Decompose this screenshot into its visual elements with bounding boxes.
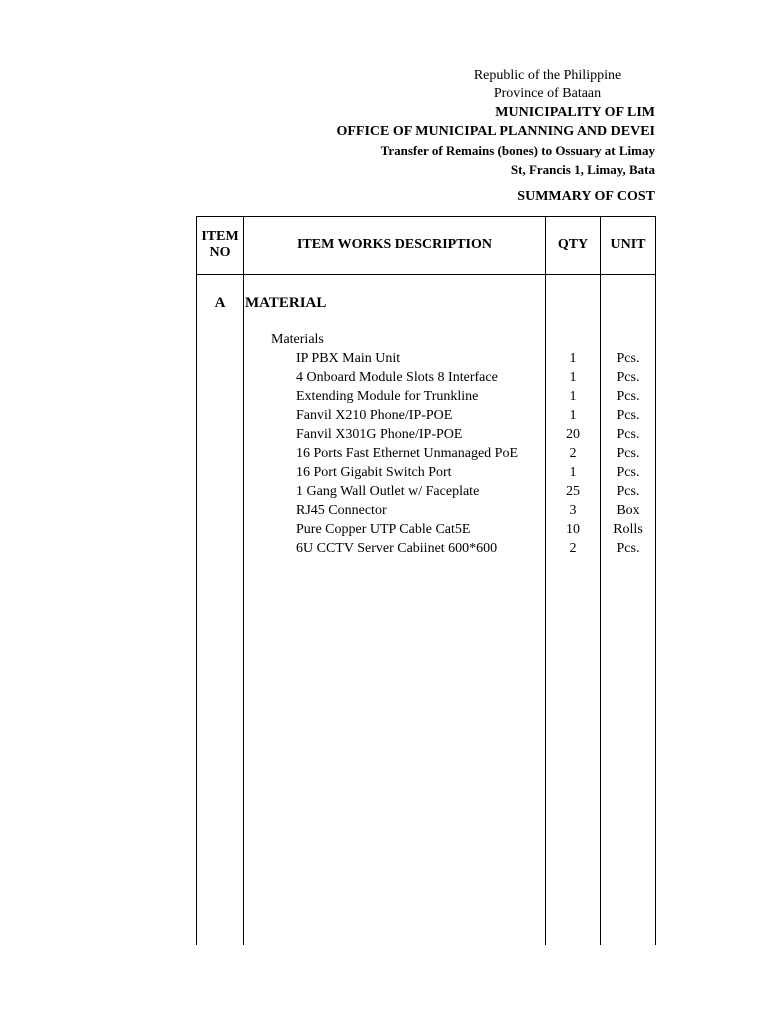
row-description: 1 Gang Wall Outlet w/ Faceplate (296, 484, 480, 499)
item-rows (0, 349, 768, 558)
row-description: 16 Ports Fast Ethernet Unmanaged PoE (296, 446, 519, 461)
table-border-right (655, 216, 656, 945)
header-location: St, Francis 1, Limay, Bata (510, 162, 655, 177)
row-unit: Pcs. (616, 351, 640, 366)
row-description: RJ45 Connector (296, 503, 387, 518)
column-header-item-no-line1: ITEM (201, 229, 239, 244)
row-unit: Pcs. (616, 427, 640, 442)
header-project-title: Transfer of Remains (bones) to Ossuary at Limay (380, 143, 655, 158)
row-qty: 25 (566, 484, 580, 499)
header-municipality: MUNICIPALITY OF LIM (495, 105, 655, 120)
header-republic: Republic of the Philippine (473, 68, 622, 83)
table-row (0, 539, 768, 558)
table-row (0, 425, 768, 444)
header-row-divider (196, 274, 656, 275)
column-header-item-no-line2: NO (209, 245, 231, 260)
column-header-qty: QTY (557, 237, 589, 252)
column-divider-qty (600, 216, 601, 945)
row-qty: 1 (569, 370, 577, 385)
row-unit: Pcs. (616, 484, 640, 499)
column-header-description: ITEM WORKS DESCRIPTION (296, 237, 492, 252)
column-header-unit: UNIT (610, 237, 646, 252)
row-qty: 10 (566, 522, 580, 537)
table-row (0, 463, 768, 482)
row-unit: Pcs. (616, 465, 640, 480)
table-row (0, 368, 768, 387)
table-border-left (196, 216, 197, 945)
row-qty: 1 (569, 389, 577, 404)
row-qty: 1 (569, 465, 577, 480)
row-description: Pure Copper UTP Cable Cat5E (296, 522, 471, 537)
section-title: MATERIAL (245, 295, 327, 311)
table-row (0, 406, 768, 425)
row-unit: Pcs. (616, 541, 640, 556)
document-title: SUMMARY OF COST (517, 189, 655, 204)
row-qty: 20 (566, 427, 580, 442)
row-qty: 2 (569, 541, 577, 556)
header-province: Province of Bataan (493, 86, 602, 101)
row-qty: 1 (569, 351, 577, 366)
row-qty: 1 (569, 408, 577, 423)
row-unit: Pcs. (616, 370, 640, 385)
table-row (0, 501, 768, 520)
table-border-top (196, 216, 656, 217)
row-description: Fanvil X210 Phone/IP-POE (296, 408, 453, 423)
row-description: IP PBX Main Unit (296, 351, 401, 366)
column-header-item-no (197, 229, 243, 261)
row-qty: 3 (569, 503, 577, 518)
header-office: OFFICE OF MUNICIPAL PLANNING AND DEVEI (336, 124, 655, 139)
row-description: 16 Port Gigabit Switch Port (296, 465, 452, 480)
table-row (0, 520, 768, 539)
column-divider-item-no (243, 216, 244, 945)
table-row (0, 349, 768, 368)
row-unit: Pcs. (616, 408, 640, 423)
row-description: 4 Onboard Module Slots 8 Interface (296, 370, 498, 385)
row-description: Fanvil X301G Phone/IP-POE (296, 427, 463, 442)
row-unit: Pcs. (616, 446, 640, 461)
section-letter: A (214, 295, 226, 311)
row-qty: 2 (569, 446, 577, 461)
row-description: 6U CCTV Server Cabiinet 600*600 (296, 541, 498, 556)
row-unit: Box (616, 503, 640, 518)
table-row (0, 387, 768, 406)
section-subheading: Materials (271, 332, 324, 347)
row-unit: Pcs. (616, 389, 640, 404)
table-row (0, 444, 768, 463)
row-description: Extending Module for Trunkline (296, 389, 479, 404)
row-unit: Rolls (613, 522, 643, 537)
table-row (0, 482, 768, 501)
column-divider-description (545, 216, 546, 945)
